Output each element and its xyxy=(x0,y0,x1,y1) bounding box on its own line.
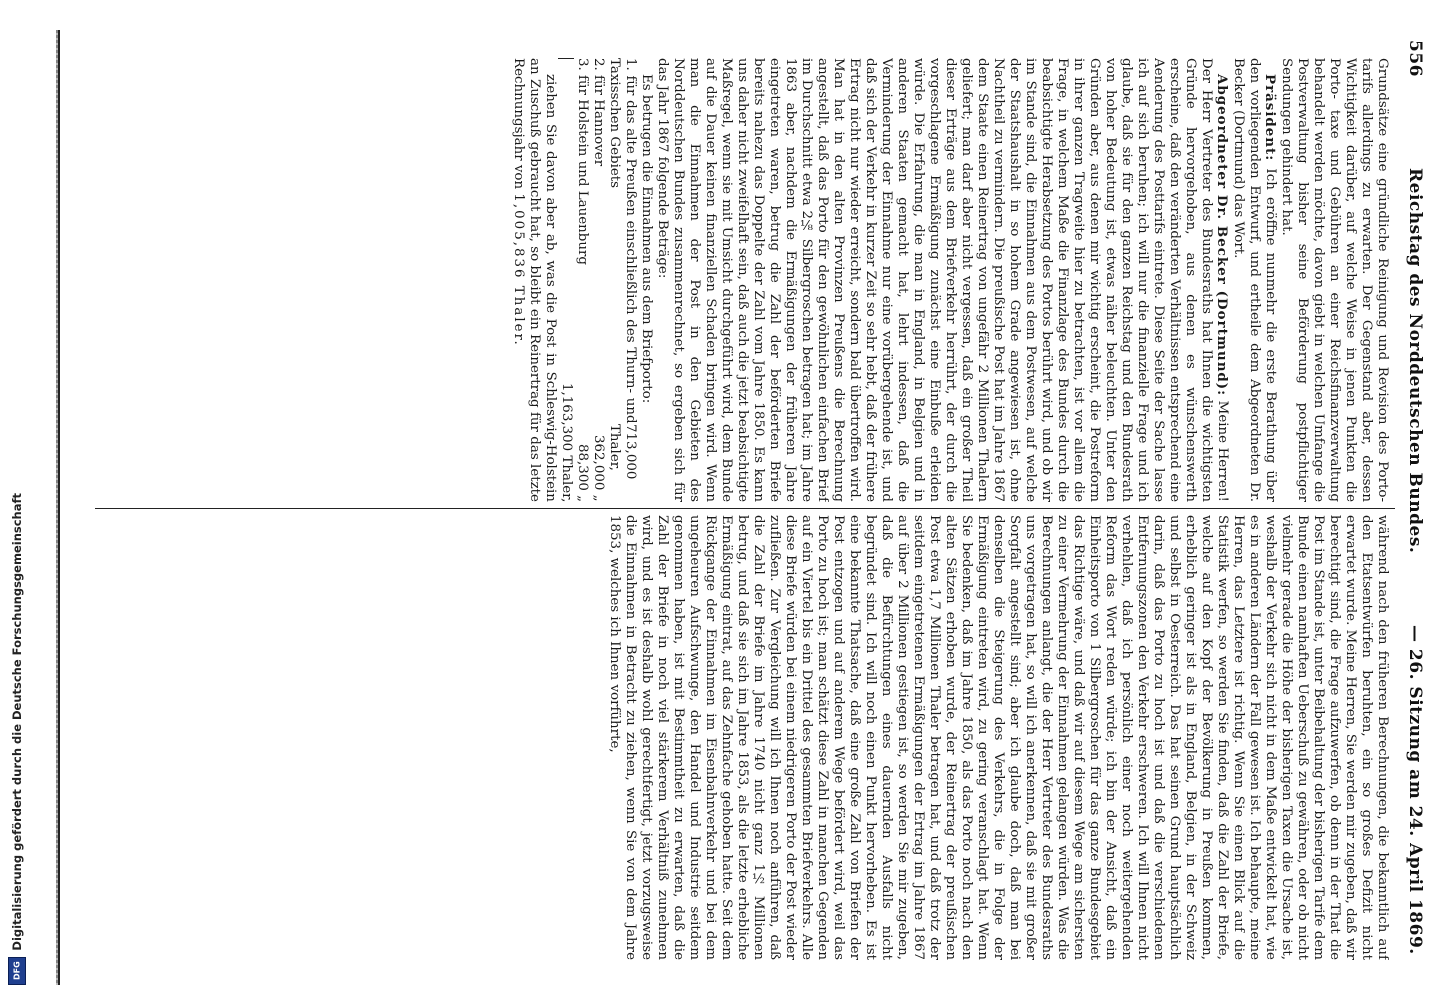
closing-text: ziehen Sie davon aber ab, was die Post in Schleswig-Holstein an Zuschuß gebraucht hat, so bleibt ein Reinertrag für das letzte Rechnungsjahr von xyxy=(511,58,558,502)
digitization-caption xyxy=(6,10,28,985)
revenue-table xyxy=(558,58,638,502)
upper-text-column xyxy=(98,58,1390,502)
paragraph: Grundsätze eine gründliche Reinigung und Revision des Porto- tarifs allerdings zu erwarten. Der Gegenstand aber, dessen Wichtigkeit darüber, auf welche Weise in jenen Punkten die Porto- taxe und Gebühren an einer Reichsfinanzverwaltung behandelt werden möchte, davon giebt in welchen Umfange die Postverwaltung bisher seine Beförderung postpflichtiger Sendungen gehindert hat. xyxy=(1279,58,1390,502)
closing-value: 1,005,836 Thaler. xyxy=(511,193,526,347)
table-sum-value: 1,163,300 Thaler, xyxy=(559,382,574,502)
running-head xyxy=(1395,40,1425,960)
column-divider xyxy=(95,508,1395,509)
speaker-label: Präsident: xyxy=(1262,74,1278,162)
page-number: 556 xyxy=(1405,40,1425,77)
speech-text: Meine Herren! Der Herr Vertreter des Bundesraths hat Ihnen die wichtigsten Gründe hervorgehoben, aus denen es wünschenswerth erscheine, daß den veränderten Verhältnissen entsprechend eine Aenderung des Posttarifs eintrete. Diese Seite der Sache lasse ich auf sich beruhen; ich will nur die finanzielle Frage und ich glaube, daß sie für den ganzen Reichstag und den Bundesrath von hoher Bedeutung ist, etwas näher beleuchten. Unter den Gründen aber, aus denen mir wichtig erscheint, die Postreform in ihrer ganzen Tragweite hier zu betrachten, ist vor allem die Frage, in welchem Maße die Finanzlage des Bundes durch die beabsichtigte Herabsetzung des Portos berührt wird, und ob wir im Stande sind, die Einnahmen aus dem Postwesen, auf welche der Staatshaushalt in so hohem Grade angewiesen ist, ohne Nachtheil zu vermindern. Die preußische Post hat im Jahre 1867 dem Staate einen Reinertrag von ungefähr 2 Millionen Thalern geliefert; man darf aber nicht vergessen, daß ein großer Theil dieser Erträge aus dem Briefverkehr herrührt, der durch die vorgeschlagene Ermäßigung zunächst eine Einbuße erleiden würde. Die Erfahrung, die man in England, in Belgien und in anderen Staaten gemacht hat, lehrt indessen, daß die Verminderung der Einnahme nur eine vorübergehende ist, und daß sich der Verkehr in kurzer Zeit so sehr hebt, daß der frühere Ertrag nicht nur wieder erreicht, sondern bald übertroffen wird. Man hat in den alten Provinzen Preußens die Berechnung angestellt, daß das Porto für den gewöhnlichen einfachen Brief im Durchschnitt etwa 2⅛ Silbergroschen betragen hat; im Jahre 1863 aber, nachdem die Ermäßigungen der früheren Jahre eingetreten waren, betrug die Zahl der beförderten Briefe bereits nahezu das Doppelte der Zahl vom Jahre 1850. Es kann uns daher nicht zweifelhaft sein, daß auch die jetzt beabsichtigte Maßregel, wenn sie mit Umsicht durchgeführt wird, dem Bunde auf die Dauer keinen finanziellen Schaden bringen wird. Wenn man die Einnahmen der Post in den Gebieten des Norddeutschen Bundes zusammenrechnet, so ergeben sich für das Jahr 1867 folgende Beträge: xyxy=(655,58,1230,502)
caption-text: Digitalisierung gefördert durch die Deutsche Forschungsgemeinschaft xyxy=(10,493,24,951)
table-row-label: 1. für das alte Preußen einschließlich des Thurn- und Taxisschen Gebiets xyxy=(607,58,638,424)
table-row xyxy=(590,58,606,502)
table-row-value: 362,000 „ xyxy=(591,435,606,502)
president-text: Ich eröffne nunmehr die erste Berathung über den vorliegenden Entwurf, und ertheile dem Abgeordneten Dr. Becker (Dortmund) das Wort. xyxy=(1231,58,1278,502)
table-row xyxy=(574,58,590,502)
table-row xyxy=(606,58,638,502)
table-row-label: 2. für Hannover xyxy=(591,58,606,167)
lower-text-column xyxy=(98,515,1390,960)
table-sum-row xyxy=(558,58,574,502)
speaker-label: Abgeordneter Dr. Becker (Dortmund): xyxy=(1214,74,1230,397)
table-row-value: 713,000 Thaler, xyxy=(607,423,638,479)
session-date: — 26. Sitzung am 24. April 1869. xyxy=(1405,625,1425,955)
dfg-logo-icon: DFG xyxy=(8,957,26,985)
table-row-label: 3. für Holstein und Lauenburg xyxy=(575,58,590,265)
paragraph: während nach den früheren Berechnungen, die bekanntlich auf den Etatsentwürfen beruhten, ein so großes Defizit nicht erwartet wurde. Meine Herren, Sie werden mir zugeben, daß wir berechtigt sind, die Frage aufzuwerfen, ob denn in der That die Post im Stande ist, unter Beibehaltung der bisherigen Tarife dem Bunde einen namhaften Ueberschuß zu gewähren, oder ob nicht vielmehr gerade die Höhe der bisherigen Taxen die Ursache ist, weshalb der Verkehr sich nicht in dem Maße entwickelt hat, wie es in anderen Ländern der Fall gewesen ist. Ich behaupte, meine Herren, das Letztere ist richtig. Wenn Sie einen Blick auf die Statistik werfen, so werden Sie finden, daß die Zahl der Briefe, welche auf den Kopf der Bevölkerung in Preußen kommen, erheblich geringer ist als in England, Belgien, in der Schweiz und selbst in Oesterreich. Das hat seinen Grund hauptsächlich darin, daß das Porto zu hoch ist und daß die verschiedenen Entfernungszonen den Verkehr erschweren. Ich will Ihnen nicht verhehlen, daß ich persönlich einer noch weitergehenden Reform das Wort reden würde; ich bin der Ansicht, daß ein Einheitsporto von 1 Silbergroschen für das ganze Bundesgebiet das Richtige wäre, und daß wir auf diesem Wege am sichersten zu einer Vermehrung der Einnahmen gelangen würden. Was die Berechnungen anlangt, die der Herr Vertreter des Bundesraths uns vorgetragen hat, so will ich anerkennen, daß sie mit großer Sorgfalt angestellt sind; aber ich glaube doch, daß man bei denselben die Steigerung des Verkehrs, die in Folge der Ermäßigung eintreten wird, zu gering veranschlagt hat. Wenn Sie bedenken, daß im Jahre 1850, als das Porto noch nach den alten Sätzen erhoben wurde, der Reinertrag der preußischen Post etwa 1,7 Millionen Thaler betragen hat, und daß trotz der seitdem eingetretenen Ermäßigungen der Ertrag im Jahre 1867 auf über 2 Millionen gestiegen ist, so werden Sie mir zugeben, daß die Befürchtungen eines dauernden Ausfalls nicht begründet sind. Ich will noch einen Punkt hervorheben. Es ist eine bekannte Thatsache, daß eine große Zahl von Briefen der Post entzogen und auf anderem Wege befördert wird, weil das Porto zu hoch ist; man schätzt diese Zahl in manchen Gegenden auf ein Viertel bis ein Drittel des gesammten Briefverkehrs. Alle diese Briefe würden bei einem niedrigeren Porto der Post wieder zufließen. Zur Vergleichung will ich Ihnen noch anführen, daß die Zahl der Briefe im Jahre 1740 nicht ganz 1½ Millionen betrug, und daß sie sich im Jahre 1853, als die letzte erhebliche Ermäßigung eintrat, auf das Zehnfache gehoben hatte. Seit dem Rückgange der Einnahmen im Eisenbahnverkehr und bei dem ungeheuren Aufschwunge, den Handel und Industrie seitdem genommen haben, ist mit Bestimmtheit zu erwarten, daß die Zahl der Briefe in noch viel stärkerem Verhältniß zunehmen wird, und es ist deshalb wohl gerechtfertigt, jetzt vorzugsweise die Einnahmen in Betracht zu ziehen, wenn Sie von dem Jahre 1853, welches ich Ihnen vorführte, xyxy=(607,515,1390,960)
page-title: Reichstag des Norddeutschen Bundes. xyxy=(1405,168,1425,554)
table-intro: Es betrugen die Einnahmen aus dem Briefporto: xyxy=(639,74,654,404)
closing-paragraph xyxy=(510,58,558,502)
speech-paragraph xyxy=(654,58,1230,502)
table-row-value: 88,300 „ xyxy=(575,443,590,502)
president-paragraph xyxy=(1230,58,1278,502)
